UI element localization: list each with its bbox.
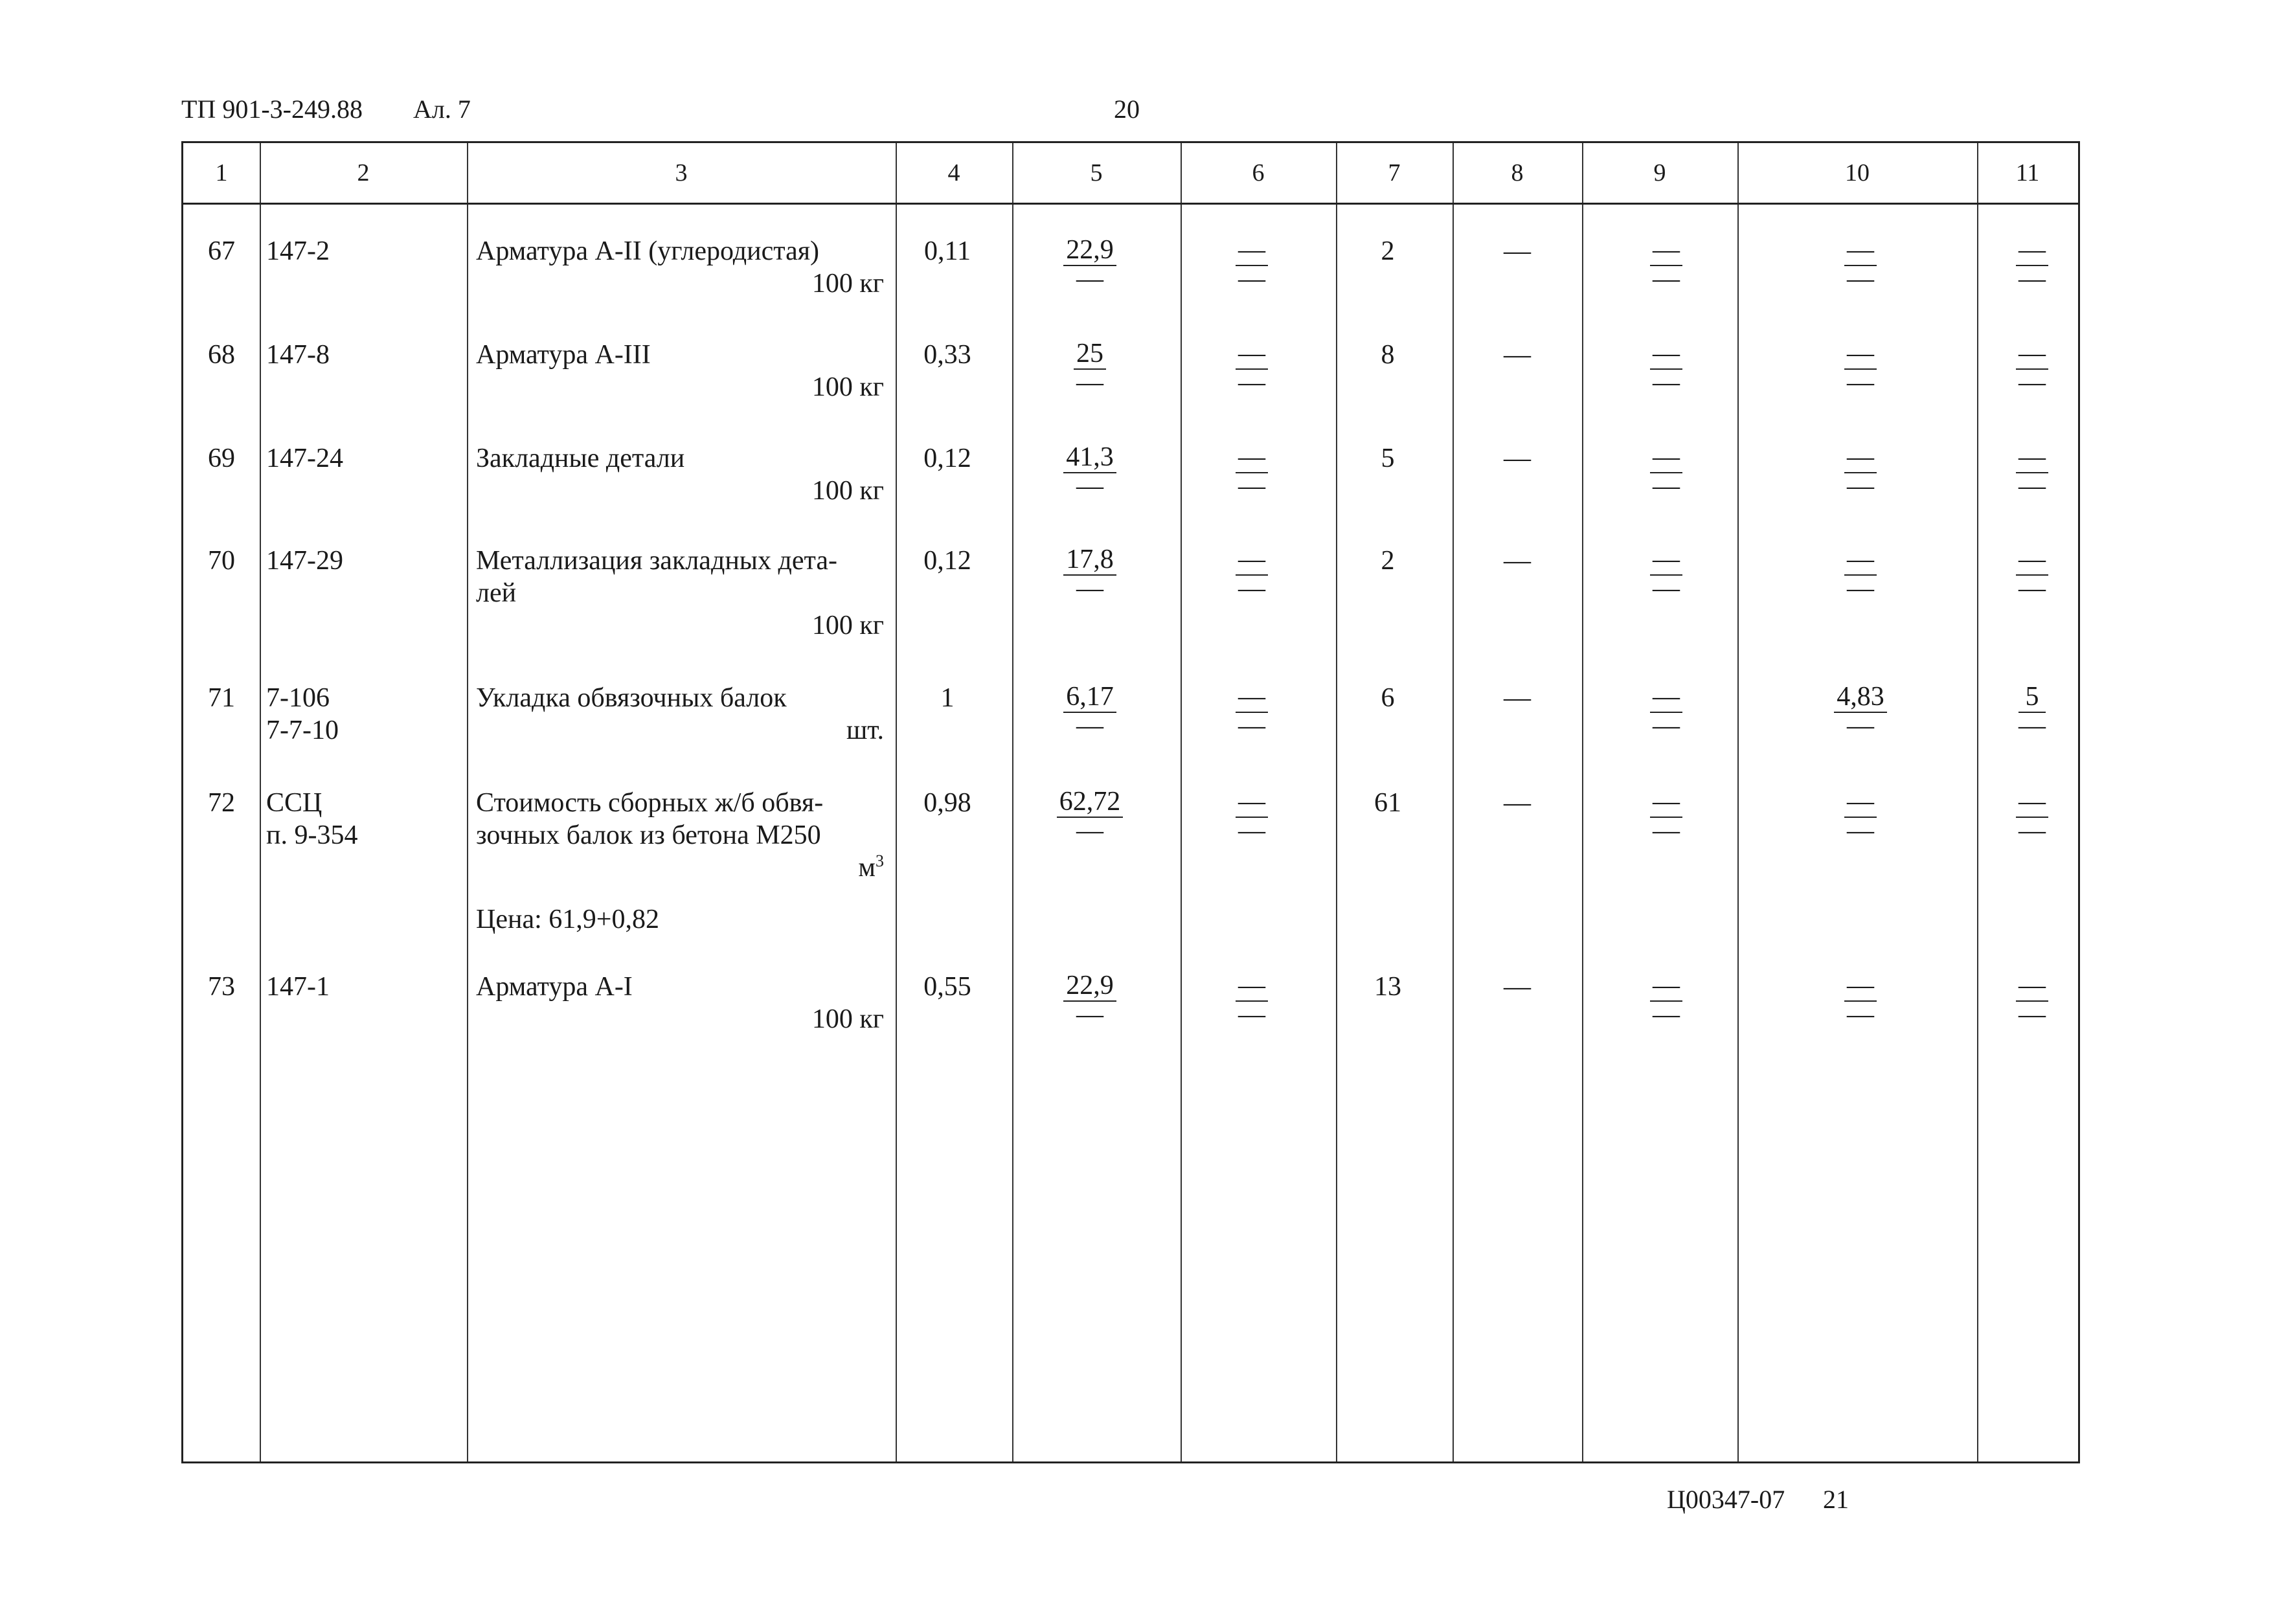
column-8-value: — <box>1504 788 1531 818</box>
fraction-denominator: — <box>1238 816 1265 846</box>
description-line: Закладные детали <box>476 444 685 473</box>
fraction-numerator: 6,17 <box>1063 682 1116 713</box>
fraction-value <box>1650 442 1682 499</box>
fraction-numerator: 4,83 <box>1834 682 1887 713</box>
row-number: 71 <box>208 683 235 713</box>
description-line: Укладка обвязочных балок <box>476 683 787 713</box>
unit-of-measure: $м^3$ <box>858 851 884 883</box>
fraction-numerator: — <box>2016 339 2048 370</box>
rate-code <box>266 442 467 475</box>
fraction-numerator: — <box>2016 971 2048 1002</box>
fraction-denominator: — <box>1238 574 1265 603</box>
description-line: Арматура А-I <box>476 972 633 1002</box>
quantity: 0,98 <box>923 788 971 818</box>
fraction-numerator: — <box>1650 545 1682 576</box>
column-6-value <box>1181 545 1323 605</box>
price-note: Цена: 61,9+0,82 <box>476 905 659 934</box>
fraction-numerator: — <box>1650 235 1682 266</box>
fraction-denominator: — <box>1076 816 1103 846</box>
work-description <box>476 682 884 747</box>
fraction-numerator: — <box>2016 442 2048 473</box>
unit-cost <box>1012 442 1168 502</box>
rate-code <box>266 787 467 851</box>
quantity: 0,55 <box>923 972 971 1002</box>
column-6-value <box>1181 235 1323 295</box>
column-10-value <box>1750 442 1971 502</box>
fraction-value <box>1834 682 1887 739</box>
total-cost: 5 <box>1381 444 1395 473</box>
total-cost: 8 <box>1381 340 1395 370</box>
fraction-denominator: — <box>1238 711 1265 741</box>
fraction-value <box>1063 545 1116 602</box>
work-description <box>476 545 884 642</box>
row-number: 67 <box>208 236 235 266</box>
fraction-numerator: — <box>2016 235 2048 266</box>
fraction-value <box>1236 971 1268 1028</box>
column-11-value <box>1984 442 2081 502</box>
description-line: Стоимость сборных ж/б обвя- <box>476 788 824 818</box>
fraction-value <box>1844 971 1877 1028</box>
fraction-numerator: — <box>1844 235 1877 266</box>
fraction-numerator: — <box>1650 442 1682 473</box>
fraction-numerator: — <box>2016 787 2048 818</box>
fraction-numerator: — <box>1236 682 1268 713</box>
fraction-numerator: 17,8 <box>1063 545 1116 576</box>
fraction-value <box>1057 787 1124 844</box>
fraction-value <box>1844 235 1877 292</box>
unit-cost <box>1012 235 1168 295</box>
fraction-denominator: — <box>1076 574 1103 603</box>
column-number: 4 <box>947 159 960 186</box>
total-cost: 2 <box>1381 546 1395 576</box>
fraction-value <box>1650 787 1682 844</box>
fraction-numerator: 5 <box>2018 682 2046 713</box>
fraction-value <box>1236 235 1268 292</box>
fraction-denominator: — <box>1847 711 1874 741</box>
total-cost: 6 <box>1381 683 1395 713</box>
fraction-denominator: — <box>1653 816 1680 846</box>
unit-superscript: 3 <box>876 851 884 870</box>
fraction-numerator: — <box>1650 787 1682 818</box>
fraction-numerator: — <box>1236 545 1268 576</box>
column-number: 6 <box>1252 159 1265 186</box>
rate-code <box>266 339 467 371</box>
fraction-denominator: — <box>1076 471 1103 501</box>
fraction-denominator: — <box>2018 574 2046 603</box>
unit-cost <box>1012 339 1168 399</box>
column-number: 8 <box>1511 159 1524 186</box>
fraction-denominator: — <box>1653 1000 1680 1030</box>
fraction-denominator: — <box>1653 711 1680 741</box>
fraction-value <box>2018 682 2046 739</box>
rate-code <box>266 682 467 747</box>
quantity: 0,12 <box>923 546 971 576</box>
unit-cost <box>1012 787 1168 847</box>
unit-cost <box>1012 545 1168 605</box>
stamp-code: Ц00347-07 <box>1667 1485 1785 1514</box>
sheet-number: 21 <box>1823 1485 1849 1514</box>
fraction-denominator: — <box>1847 574 1874 603</box>
work-description <box>476 442 884 507</box>
fraction-numerator: 22,9 <box>1063 235 1116 266</box>
fraction-numerator: — <box>1844 339 1877 370</box>
fraction-denominator: — <box>1076 368 1103 398</box>
fraction-value <box>2016 971 2048 1028</box>
fraction-value <box>1844 339 1877 396</box>
fraction-denominator: — <box>1238 1000 1265 1030</box>
column-9-value <box>1595 545 1737 605</box>
fraction-value <box>1650 545 1682 602</box>
quantity: 0,12 <box>923 444 971 473</box>
unit-of-measure: 100 кг <box>811 476 884 506</box>
fraction-value <box>1844 545 1877 602</box>
column-number: 11 <box>2015 159 2040 186</box>
fraction-value <box>1074 339 1106 396</box>
fraction-value <box>2016 235 2048 292</box>
fraction-value <box>1063 235 1116 292</box>
fraction-value <box>1650 339 1682 396</box>
row-number: 70 <box>208 546 235 576</box>
fraction-denominator: — <box>2018 471 2046 501</box>
fraction-value <box>1063 442 1116 499</box>
rate-code-line: 147-1 <box>266 972 330 1002</box>
fraction-numerator: — <box>1236 787 1268 818</box>
fraction-value <box>1650 971 1682 1028</box>
column-10-value <box>1750 339 1971 399</box>
column-6-value <box>1181 971 1323 1031</box>
rate-code-line: 147-2 <box>266 236 330 266</box>
rate-code <box>266 235 467 267</box>
column-10-value <box>1750 682 1971 742</box>
row-number: 72 <box>208 788 235 818</box>
fraction-denominator: — <box>1238 368 1265 398</box>
fraction-numerator: 41,3 <box>1063 442 1116 473</box>
column-9-value <box>1595 682 1737 742</box>
fraction-value <box>1063 971 1116 1028</box>
row-number: 73 <box>208 972 235 1002</box>
column-11-value <box>1984 235 2081 295</box>
column-8-value: — <box>1504 683 1531 713</box>
column-8-value: — <box>1504 340 1531 370</box>
fraction-numerator: — <box>1844 971 1877 1002</box>
fraction-denominator: — <box>1653 471 1680 501</box>
column-6-value <box>1181 339 1323 399</box>
column-9-value <box>1595 971 1737 1031</box>
rate-code-line: 147-29 <box>266 546 343 576</box>
column-6-value <box>1181 682 1323 742</box>
column-number: 1 <box>215 159 228 186</box>
fraction-denominator: — <box>1847 368 1874 398</box>
fraction-value <box>1236 787 1268 844</box>
fraction-denominator: — <box>2018 368 2046 398</box>
fraction-numerator: — <box>2016 545 2048 576</box>
rate-code-line: 147-8 <box>266 340 330 370</box>
fraction-value <box>1236 442 1268 499</box>
fraction-value <box>2016 545 2048 602</box>
fraction-denominator: — <box>1076 264 1103 294</box>
column-11-value <box>1984 339 2081 399</box>
fraction-denominator: — <box>1076 1000 1103 1030</box>
column-11-value <box>1984 682 2081 742</box>
fraction-denominator: — <box>1238 471 1265 501</box>
column-number: 2 <box>357 159 370 186</box>
fraction-denominator: — <box>2018 711 2046 741</box>
column-9-value <box>1595 235 1737 295</box>
unit-of-measure: 100 кг <box>811 269 884 299</box>
column-11-value <box>1984 787 2081 847</box>
quantity: 1 <box>940 683 955 713</box>
column-8-value: — <box>1504 236 1531 266</box>
fraction-value <box>2016 339 2048 396</box>
total-cost: 13 <box>1374 972 1401 1002</box>
column-10-value <box>1750 545 1971 605</box>
unit-of-measure: 100 кг <box>811 611 884 640</box>
work-description <box>476 787 884 936</box>
column-10-value <box>1750 235 1971 295</box>
fraction-value <box>2016 787 2048 844</box>
column-10-value <box>1750 787 1971 847</box>
unit-of-measure: 100 кг <box>811 1004 884 1034</box>
column-8-value: — <box>1504 546 1531 576</box>
fraction-numerator: — <box>1236 339 1268 370</box>
column-9-value <box>1595 339 1737 399</box>
fraction-numerator: — <box>1844 545 1877 576</box>
fraction-numerator: — <box>1236 235 1268 266</box>
description-line: лей <box>476 578 517 608</box>
unit-of-measure: шт. <box>846 716 884 745</box>
rate-code-line: ССЦ <box>266 788 322 818</box>
album-number: Ал. 7 <box>413 95 471 124</box>
column-number: 5 <box>1090 159 1103 186</box>
fraction-value <box>1063 682 1116 739</box>
fraction-denominator: — <box>1076 711 1103 741</box>
fraction-value <box>1650 235 1682 292</box>
fraction-numerator: — <box>1236 442 1268 473</box>
column-6-value <box>1181 787 1323 847</box>
fraction-numerator: 62,72 <box>1057 787 1124 818</box>
description-line: Металлизация закладных дета- <box>476 546 838 576</box>
description-line: зочных балок из бетона М250 <box>476 820 821 850</box>
fraction-numerator: — <box>1650 339 1682 370</box>
work-description <box>476 235 884 300</box>
column-8-value: — <box>1504 972 1531 1002</box>
description-line: Арматура А-II (углеродистая) <box>476 236 820 266</box>
rate-code-line: 7-7-10 <box>266 716 339 745</box>
rate-code-line: 7-106 <box>266 683 330 713</box>
doc-code: ТП 901-3-249.88 <box>181 95 363 124</box>
fraction-denominator: — <box>2018 1000 2046 1030</box>
fraction-value <box>1650 682 1682 739</box>
quantity: 0,11 <box>924 236 971 266</box>
fraction-denominator: — <box>1847 471 1874 501</box>
fraction-value <box>2016 442 2048 499</box>
fraction-numerator: — <box>1650 971 1682 1002</box>
fraction-value <box>1236 682 1268 739</box>
column-11-value <box>1984 545 2081 605</box>
fraction-value <box>1236 339 1268 396</box>
quantity: 0,33 <box>923 340 971 370</box>
column-10-value <box>1750 971 1971 1031</box>
rate-code-line: 147-24 <box>266 444 343 473</box>
estimate-table <box>181 141 2080 1463</box>
column-number: 7 <box>1388 159 1401 186</box>
fraction-denominator: — <box>1653 574 1680 603</box>
rate-code <box>266 545 467 577</box>
rate-code <box>266 971 467 1003</box>
column-number: 9 <box>1653 159 1666 186</box>
fraction-denominator: — <box>1653 264 1680 294</box>
fraction-numerator: 25 <box>1074 339 1106 370</box>
work-description <box>476 971 884 1035</box>
rate-code-line: п. 9-354 <box>266 820 358 850</box>
unit-of-measure: 100 кг <box>811 372 884 402</box>
fraction-denominator: — <box>1238 264 1265 294</box>
work-description <box>476 339 884 403</box>
fraction-denominator: — <box>1847 264 1874 294</box>
fraction-numerator: — <box>1844 442 1877 473</box>
column-9-value <box>1595 442 1737 502</box>
fraction-denominator: — <box>2018 816 2046 846</box>
fraction-value <box>1844 442 1877 499</box>
fraction-denominator: — <box>1653 368 1680 398</box>
total-cost: 2 <box>1381 236 1395 266</box>
fraction-denominator: — <box>2018 264 2046 294</box>
column-8-value: — <box>1504 444 1531 473</box>
unit-cost <box>1012 682 1168 742</box>
column-number: 10 <box>1845 159 1870 186</box>
fraction-numerator: 22,9 <box>1063 971 1116 1002</box>
row-number: 68 <box>208 340 235 370</box>
fraction-numerator: — <box>1844 787 1877 818</box>
fraction-denominator: — <box>1847 816 1874 846</box>
fraction-value <box>1844 787 1877 844</box>
page-number: 20 <box>1114 95 1140 124</box>
unit-cost <box>1012 971 1168 1031</box>
column-number: 3 <box>675 159 688 186</box>
total-cost: 61 <box>1374 788 1401 818</box>
column-11-value <box>1984 971 2081 1031</box>
description-line: Арматура А-III <box>476 340 651 370</box>
fraction-numerator: — <box>1236 971 1268 1002</box>
fraction-value <box>1236 545 1268 602</box>
column-6-value <box>1181 442 1323 502</box>
column-9-value <box>1595 787 1737 847</box>
fraction-numerator: — <box>1650 682 1682 713</box>
fraction-denominator: — <box>1847 1000 1874 1030</box>
row-number: 69 <box>208 444 235 473</box>
